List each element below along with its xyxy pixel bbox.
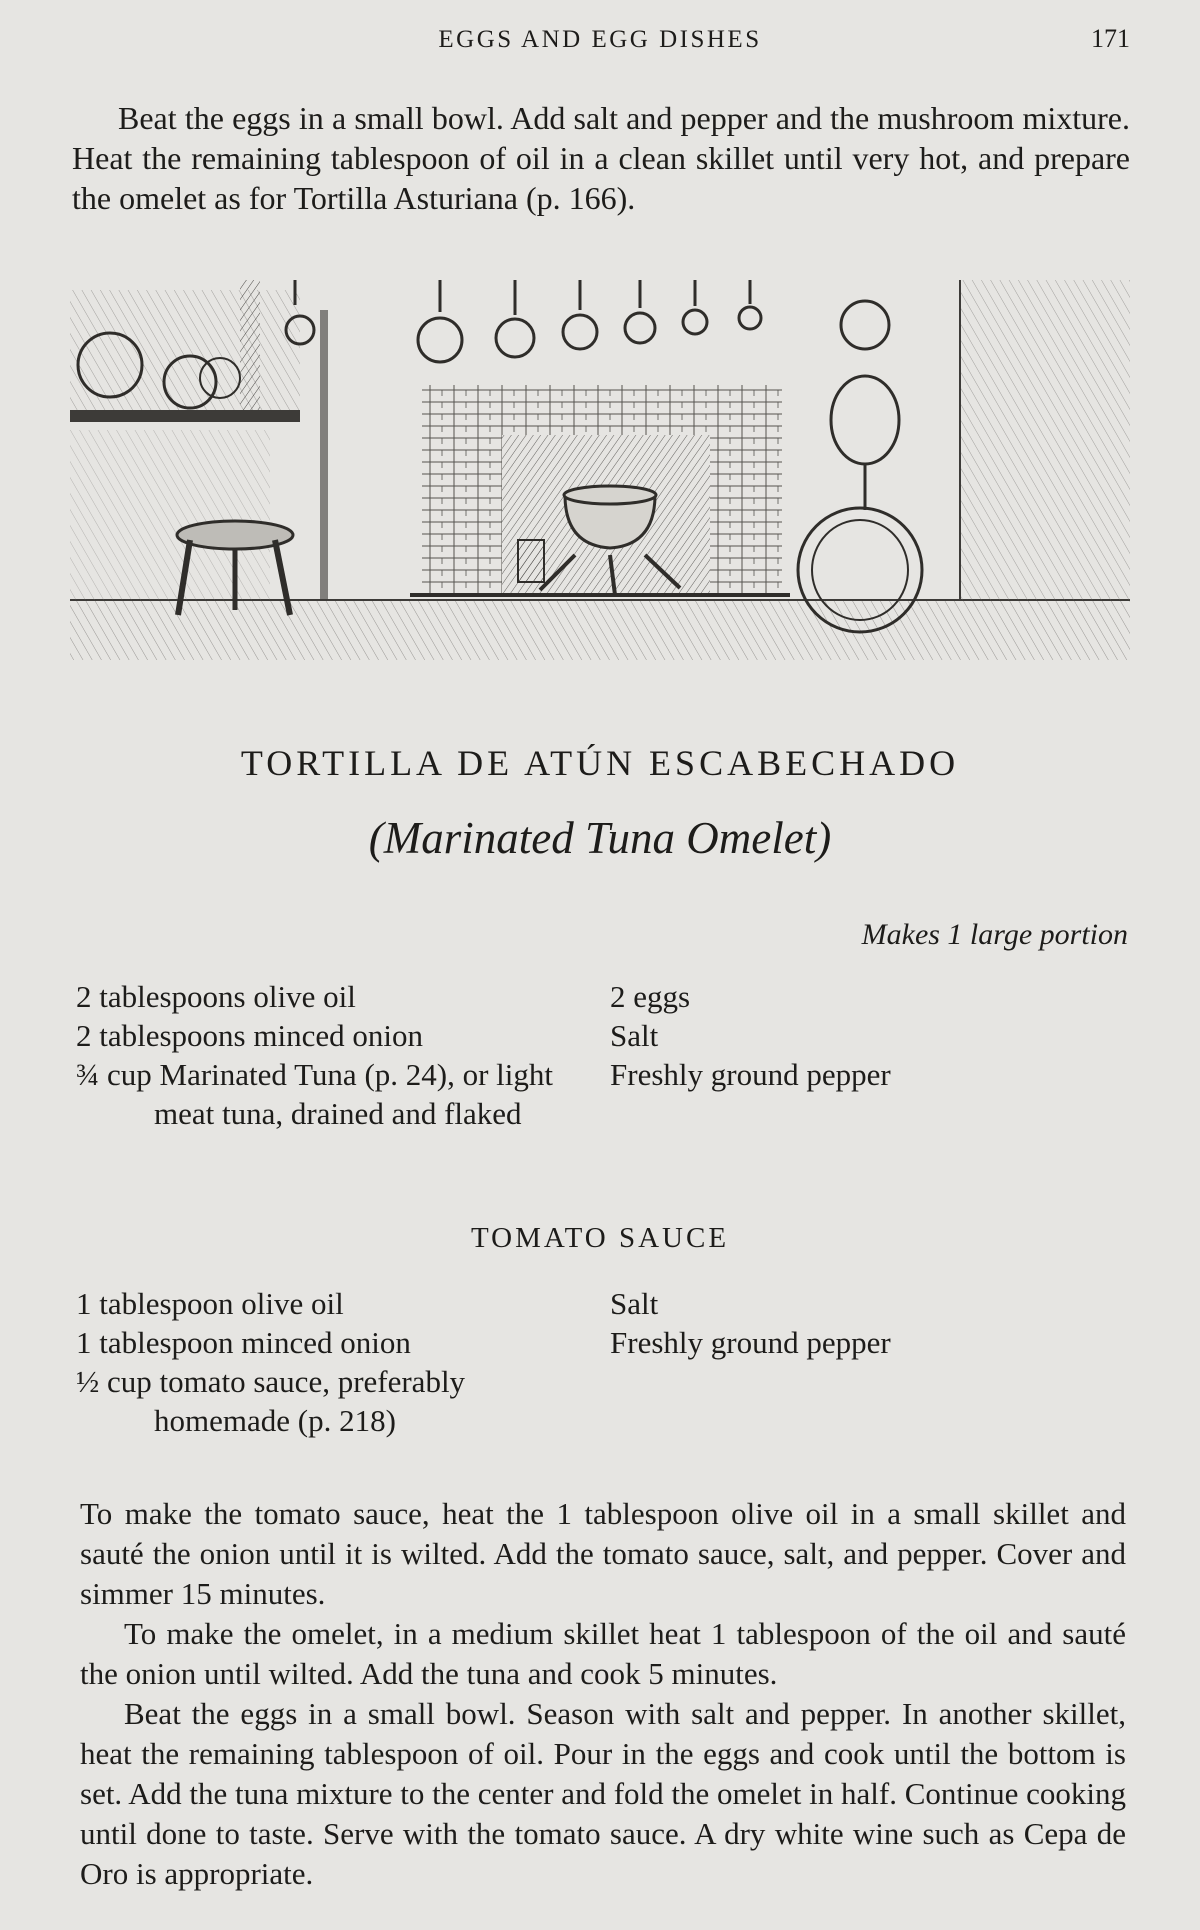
ingredient: ¾ cup Marinated Tuna (p. 24), or light meat tuna, drained and flaked bbox=[76, 1057, 554, 1131]
kitchen-hearth-illustration bbox=[70, 270, 1130, 660]
ingredient: Freshly ground pepper bbox=[610, 1057, 891, 1092]
sauce-heading: TOMATO SAUCE bbox=[470, 1222, 730, 1254]
ingredient: 1 tablespoon minced onion bbox=[76, 1325, 411, 1360]
method-paragraph: Beat the eggs in a small bowl. Season with salt and pepper. In another skillet, heat the remaining tablespoon of oil. Pour in the eggs and cook until the bottom is set. Add the tuna mixture to the center and fold the omelet in half. Continue cooking until done to taste. Serve with the tomato sauce. A dry white wine such as Cepa de Oro is appropriate. bbox=[80, 1696, 1126, 1891]
ingredient: Salt bbox=[610, 1286, 659, 1321]
sauce-ingredients-right bbox=[610, 1284, 1110, 1362]
hanging-pans-icon bbox=[286, 280, 889, 362]
large-pan-icon bbox=[798, 376, 922, 632]
ingredients-left bbox=[76, 977, 576, 1133]
ingredient: Salt bbox=[610, 1018, 659, 1053]
ingredient: 2 tablespoons olive oil bbox=[76, 979, 356, 1014]
method-paragraph: To make the tomato sauce, heat the 1 tablespoon olive oil in a small skillet and sauté the onion until it is wilted. Add the tomato sauce, salt, and pepper. Cover and simmer 15 minutes. bbox=[80, 1496, 1126, 1611]
recipe-title: TORTILLA DE ATÚN ESCABECHADO bbox=[240, 743, 960, 783]
ingredient: Freshly ground pepper bbox=[610, 1325, 891, 1360]
ingredient: 1 tablespoon olive oil bbox=[76, 1286, 344, 1321]
running-head bbox=[0, 22, 1200, 62]
sauce-ingredients-left bbox=[76, 1284, 576, 1440]
ingredients-right bbox=[610, 977, 1110, 1094]
recipe-yield: Makes 1 large portion bbox=[861, 918, 1128, 951]
recipe-subtitle: (Marinated Tuna Omelet) bbox=[368, 813, 832, 863]
ingredient: ½ cup tomato sauce, preferably homemade (p. 218) bbox=[76, 1364, 466, 1438]
shelf-with-plates-icon bbox=[70, 280, 300, 422]
method bbox=[80, 1494, 1126, 1894]
intro-paragraph: Beat the eggs in a small bowl. Add salt and pepper and the mushroom mixture. Heat the remaining tablespoon of oil in a clean skillet until very hot, and prepare the omelet as for Tortilla Asturiana (p. 166). bbox=[72, 100, 1130, 216]
ingredient: 2 eggs bbox=[610, 979, 691, 1014]
page-number: 171 bbox=[1091, 24, 1130, 53]
method-paragraph: To make the omelet, in a medium skillet heat 1 tablespoon of the oil and sauté the onion until wilted. Add the tuna and cook 5 minutes. bbox=[80, 1616, 1126, 1691]
ingredient: 2 tablespoons minced onion bbox=[76, 1018, 423, 1053]
running-title: EGGS AND EGG DISHES bbox=[438, 26, 762, 53]
